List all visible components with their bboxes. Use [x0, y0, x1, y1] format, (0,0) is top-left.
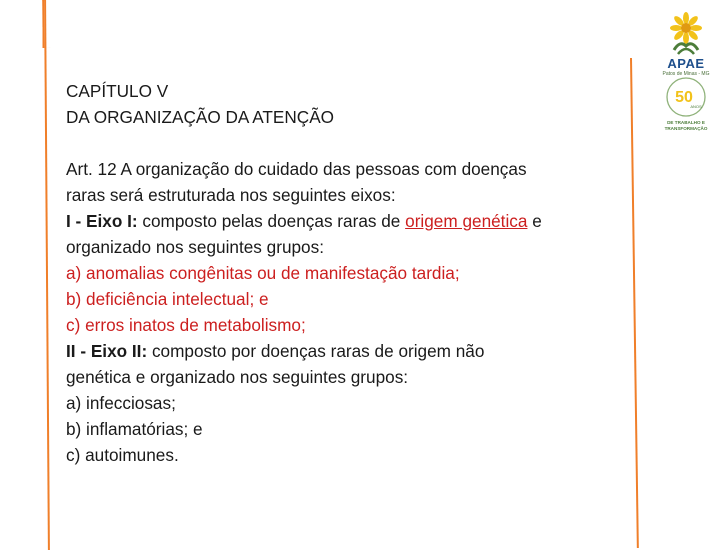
- apae-logo: [660, 10, 712, 132]
- anniversary-years: 50: [675, 89, 693, 106]
- axis-2-item-c: c) autoimunes.: [66, 445, 179, 465]
- axis-1-line-2: organizado nos seguintes grupos:: [66, 237, 324, 257]
- axis-1-line: [66, 208, 666, 234]
- axis-1-item-b: b) deficiência intelectual; e: [66, 289, 269, 309]
- axis-1-end: e: [527, 211, 542, 231]
- axis-2-text: composto por doenças raras de origem não: [147, 341, 485, 361]
- anniversary-badge: [660, 76, 712, 120]
- flower-icon: [660, 10, 712, 58]
- document-body: [66, 78, 666, 468]
- axis-2-item-b: b) inflamatórias; e: [66, 419, 203, 439]
- anniversary-label: ANOS: [690, 104, 702, 109]
- axis-2-label: II - Eixo II:: [66, 341, 148, 361]
- axis-1-item-a: a) anomalias congênitas ou de manifestação tardia;: [66, 263, 460, 283]
- left-decorative-line: [44, 0, 50, 550]
- chapter-title: DA ORGANIZAÇÃO DA ATENÇÃO: [66, 107, 335, 127]
- origem-genetica-highlight: origem genética: [405, 211, 528, 231]
- article-line-2: raras será estruturada nos seguintes eixos:: [66, 185, 396, 205]
- logo-tagline-line1: DE TRABALHO E: [667, 120, 705, 125]
- article-line-1: Art. 12 A organização do cuidado das pessoas com doenças: [66, 159, 527, 179]
- axis-1-text: composto pelas doenças raras de: [137, 211, 406, 231]
- article-12: [66, 156, 666, 468]
- chapter-heading: [66, 78, 666, 130]
- axis-2-item-a: a) infecciosas;: [66, 393, 176, 413]
- logo-name: APAE: [667, 56, 705, 71]
- logo-tagline: [660, 120, 712, 131]
- logo-tagline-line2: TRANSFORMAÇÃO: [664, 125, 708, 131]
- logo-subtitle: Patos de Minas - MG: [662, 71, 710, 77]
- axis-2-line-2: genética e organizado nos seguintes grupos:: [66, 367, 409, 387]
- axis-1-label: I - Eixo I:: [66, 211, 138, 231]
- axis-2-line: [66, 338, 666, 364]
- chapter-number: CAPÍTULO V: [66, 81, 169, 101]
- axis-1-item-c: c) erros inatos de metabolismo;: [66, 315, 306, 335]
